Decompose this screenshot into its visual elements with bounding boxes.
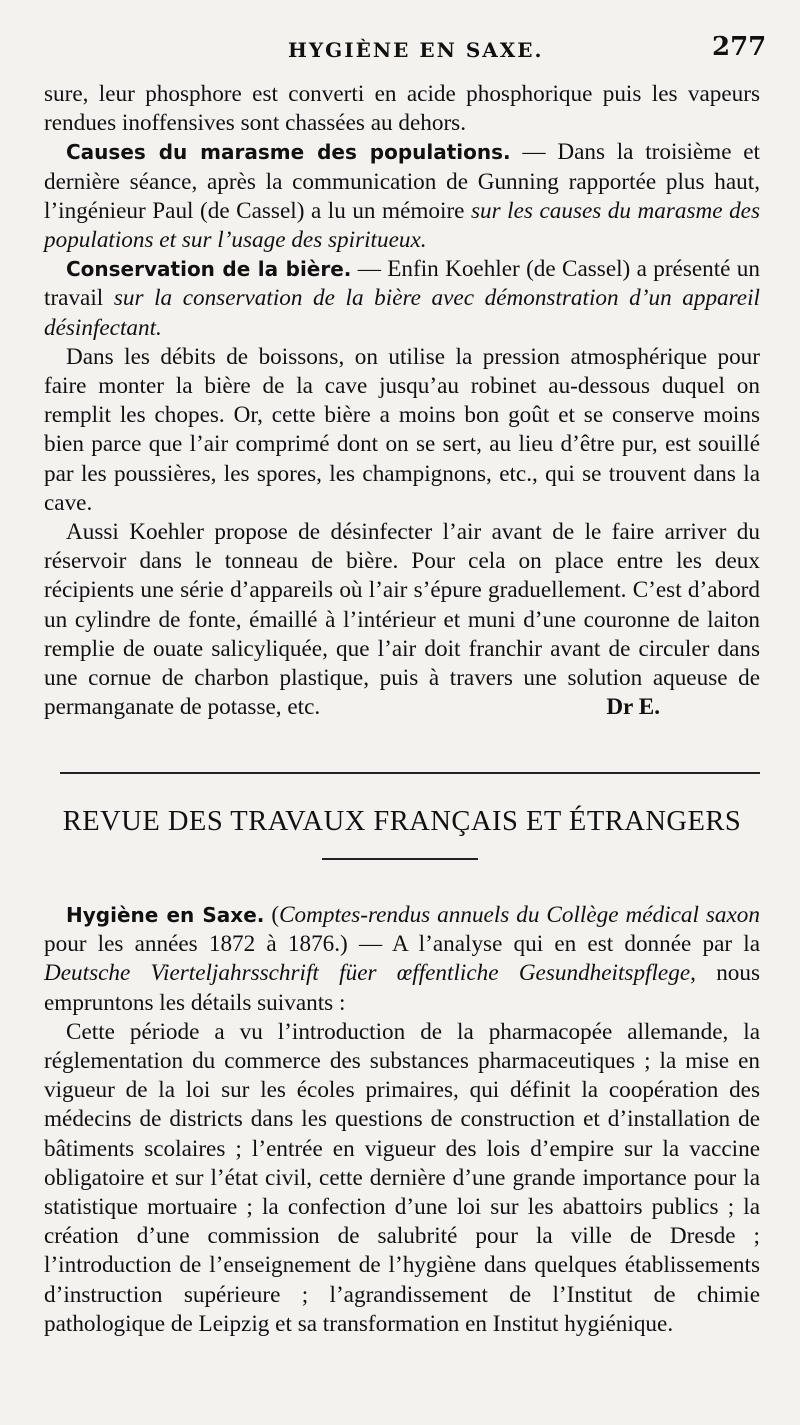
article-hygiene-saxe	[44, 901, 760, 1339]
heading-conservation: Conservation de la bière.	[66, 257, 352, 282]
paragraph-marasme	[44, 138, 760, 255]
heading-marasme: Causes du marasme des populations.	[66, 140, 511, 165]
paragraph-phosphore: sure, leur phosphore est converti en acide phosphorique puis les vapeurs rendues inoffensives sont chassées au dehors.	[44, 81, 760, 137]
page-number: 277	[712, 32, 767, 62]
paragraph-debits: Dans les débits de boissons, on utilise la pression atmosphérique pour faire monter la bière de la cave jusqu’au robinet au-dessous duquel on remplit les chopes. Or, cette bière a moins bon goût et se conserve moins bien parce que l’air comprimé dont on se sert, au lieu d’être pur, est souillé par les poussières, les spores, les champignons, etc., qui se trouvent dans la cave.	[44, 343, 760, 516]
article-continuation	[44, 80, 760, 722]
text-conservation: — Enfin Koehler (de Cassel) a présenté un travail	[44, 256, 760, 312]
text-intro-b: pour les années 1872 à 1876.) — A l’analyse qui en est donnée par la	[44, 931, 760, 958]
paragraph-periode: Cette période a vu l’introduction de la pharmacopée allemande, la réglementation du commerce des substances pharmaceutiques ; la mise en vigueur de la loi sur les écoles primaires, qui définit la coopération des médecins de districts dans les questions de construction et d’installation de bâtiments scolaires ; l’entrée en vigueur des lois d’empire sur la vaccine obligatoire et sur l’état civil, cette dernière d’une grande importance pour la statistique mortuaire ; la confection d’une loi sur les abattoirs publics ; la création d’une commission de salubrité pour la ville de Dresde ; l’introduction de l’enseignement de l’hygiène dans quelques établissements d’instruction supérieure ; l’agrandissement de l’Institut de chimie pathologique de Leipzig et sa transformation en Institut hygiénique.	[44, 1018, 760, 1337]
paragraph-intro	[44, 901, 760, 1018]
paragraph-koehler: Aussi Koehler propose de désinfecter l’air avant de le faire arriver du réservoir dans le tonneau de bière. Pour cela on place entre les deux récipients une série d’appareils où l’air s’épure graduellement. C’est d’abord un cylindre de fonte, émaillé à l’intérieur et muni d’une couronne de laiton remplie de ouate salicyliquée, que l’air doit franchir avant de circuler dans une cornue de charbon plastique, puis à travers une solution aqueuse de permanganate de potasse, etc.	[44, 519, 760, 721]
text-intro-a: (	[264, 902, 280, 928]
author-signature: Dr E.	[606, 694, 660, 721]
paragraph-conservation	[44, 255, 760, 343]
running-head	[0, 32, 800, 64]
italic-journal-title: Deutsche Vierteljahrsschrift füer œffentliche Gesundheitspflege	[44, 960, 691, 987]
heading-hygiene-saxe: Hygiène en Saxe.	[66, 903, 265, 927]
section-title: REVUE DES TRAVAUX FRANÇAIS ET ÉTRANGERS	[62, 806, 742, 837]
title-underline	[322, 858, 478, 860]
italic-marasme: sur les causes du marasme des populations et sur l’usage des spiritueux.	[44, 197, 760, 254]
text-intro-c: , nous empruntons les détails suivants :	[44, 960, 760, 1016]
separator-rule	[60, 772, 760, 774]
italic-conservation: sur la conservation de la bière avec démonstration d’un appareil désinfectant.	[44, 285, 760, 341]
text-marasme: — Dans la troisième et dernière séance, après la communication de Gunning rapportée plus haut, l’ingénieur Paul (de Cassel) a lu un mémoire	[44, 139, 760, 224]
italic-comptes-rendus: Comptes-rendus annuels du Collège médical saxon	[279, 902, 760, 928]
running-title: HYGIÈNE EN SAXE.	[288, 38, 544, 62]
